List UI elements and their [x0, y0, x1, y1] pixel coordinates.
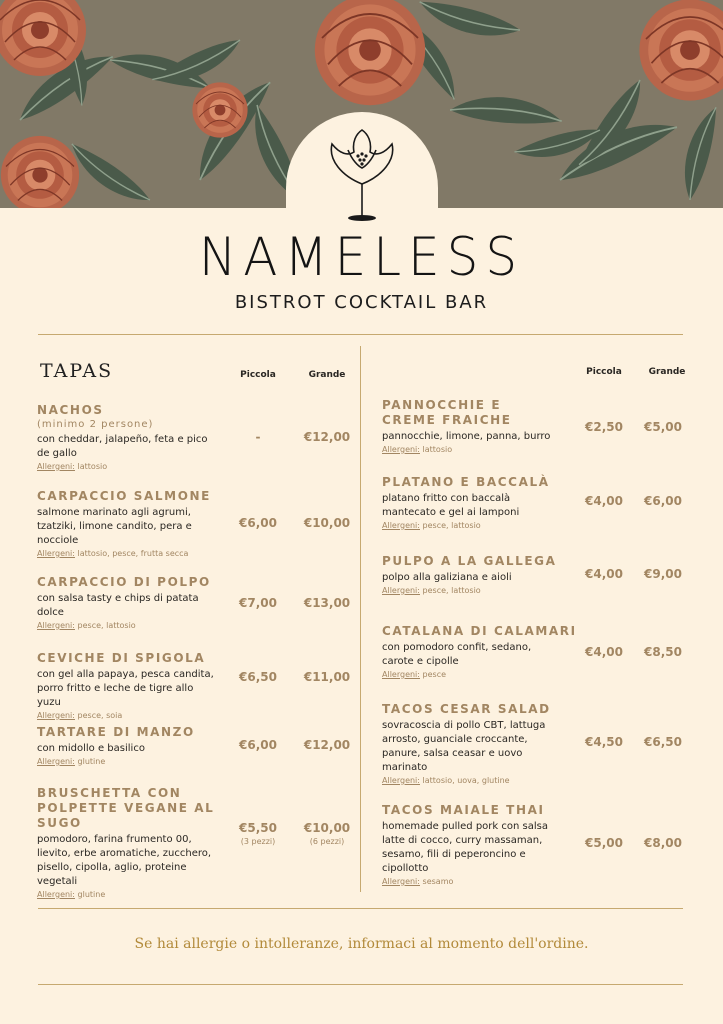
price-large: €8,50: [644, 645, 682, 659]
price-large-note: (6 pezzi): [309, 837, 345, 846]
price-small: €4,00: [585, 494, 623, 508]
menu-item: [37, 651, 367, 722]
price-large: €8,00: [644, 836, 682, 850]
price-large: €5,00: [644, 420, 682, 434]
top-divider: [38, 334, 683, 335]
item-allergens: Allergeni: glutine: [37, 890, 106, 899]
left-header-small: Piccola: [240, 370, 276, 380]
item-allergens: Allergeni: pesce, lattosio: [382, 586, 481, 595]
item-allergens: Allergeni: lattosio: [382, 445, 453, 454]
item-name: CATALANA DI CALAMARI: [382, 624, 577, 638]
price-large: €12,00: [303, 430, 351, 444]
price-small-note: (3 pezzi): [240, 837, 276, 846]
item-name: CEVICHE DI SPIGOLA: [37, 651, 206, 665]
item-allergens: Allergeni: lattosio, uova, glutine: [382, 776, 510, 785]
item-allergens: Allergeni: pesce, lattosio: [37, 621, 136, 630]
price-large: €11,00: [303, 670, 351, 684]
item-description: sovracoscia di pollo CBT, lattuga arrosto, guanciale croccante, panure, salsa ceasar e uovo marinato: [382, 720, 546, 773]
item-name: PLATANO E BACCALÀ: [382, 475, 550, 489]
price-small: €6,00: [239, 738, 277, 752]
item-allergens: Allergeni: lattosio, pesce, frutta secca: [37, 549, 189, 558]
price-small: €6,00: [239, 516, 277, 530]
price-small: €6,50: [239, 670, 277, 684]
item-allergens: Allergeni: pesce, soia: [37, 711, 123, 720]
price-large: €12,00: [303, 738, 351, 752]
price-small: €4,50: [585, 735, 623, 749]
footer-divider: [38, 984, 683, 985]
item-name: PANNOCCHIE E CREME FRAICHE: [382, 398, 512, 427]
item-name: CARPACCIO SALMONE: [37, 489, 211, 503]
item-description: con cheddar, jalapeño, feta e pico de gallo: [37, 434, 208, 459]
price-small: €4,00: [585, 567, 623, 581]
item-name: NACHOS: [37, 403, 104, 417]
price-small: €5,50 (3 pezzi): [226, 821, 290, 846]
section-title: TAPAS: [40, 360, 114, 382]
item-description: pannocchie, limone, panna, burro: [382, 431, 551, 442]
price-large: €10,00: [303, 516, 351, 530]
item-name: PULPO A LA GALLEGA: [382, 554, 557, 568]
item-allergens: Allergeni: lattosio: [37, 462, 108, 471]
item-description: con midollo e basilico: [37, 743, 145, 754]
item-allergens: Allergeni: glutine: [37, 757, 106, 766]
left-header-large: Grande: [308, 370, 346, 380]
price-small: €7,00: [239, 596, 277, 610]
item-description: homemade pulled pork con salsa latte di cocco, curry massaman, sesamo, fili di peperoncino e cipollotto: [382, 821, 548, 874]
brand-name: NAMELESS: [198, 226, 525, 288]
price-large: €6,50: [644, 735, 682, 749]
brand-tagline: BISTROT COCKTAIL BAR: [234, 292, 489, 313]
price-small: €4,00: [585, 645, 623, 659]
item-name: TACOS CESAR SALAD: [382, 702, 551, 716]
price-small: -: [255, 430, 261, 444]
item-description: salmone marinato agli agrumi, tzatziki, limone candito, pera e nocciole: [37, 507, 192, 546]
item-description: con salsa tasty e chips di patata dolce: [37, 593, 199, 618]
right-header-large: Grande: [648, 367, 686, 377]
item-name: CARPACCIO DI POLPO: [37, 575, 211, 589]
item-name: BRUSCHETTA CON POLPETTE VEGANE AL SUGO: [37, 786, 215, 830]
price-small: €5,00: [585, 836, 623, 850]
price-small: €2,50: [585, 420, 623, 434]
item-name: TACOS MAIALE THAI: [382, 803, 545, 817]
allergy-notice: Se hai allergie o intolleranze, informaci al momento dell'ordine.: [134, 936, 589, 952]
item-description: pomodoro, farina frumento 00, lievito, erbe aromatiche, zucchero, pisello, cipolla, aglio, proteine vegetali: [37, 834, 212, 887]
price-large: €13,00: [303, 596, 351, 610]
price-large: €9,00: [644, 567, 682, 581]
item-description: con gel alla papaya, pesca candita, porro fritto e leche de tigre allo yuzu: [37, 669, 214, 708]
cocktail-flower-glass-icon: [318, 126, 406, 226]
item-name: TARTARE DI MANZO: [37, 725, 195, 739]
item-note: (minimo 2 persone): [37, 419, 154, 430]
item-description: con pomodoro confit, sedano, carote e cipolle: [382, 642, 532, 667]
item-allergens: Allergeni: pesce, lattosio: [382, 521, 481, 530]
price-large: €6,00: [644, 494, 682, 508]
item-description: platano fritto con baccalà mantecato e gel ai lamponi: [382, 493, 520, 518]
item-description: polpo alla galiziana e aioli: [382, 572, 512, 583]
price-large: €10,00 (6 pezzi): [295, 821, 359, 846]
right-header-small: Piccola: [586, 367, 622, 377]
item-allergens: Allergeni: pesce: [382, 670, 447, 679]
bottom-divider: [38, 908, 683, 909]
item-allergens: Allergeni: sesamo: [382, 877, 454, 886]
